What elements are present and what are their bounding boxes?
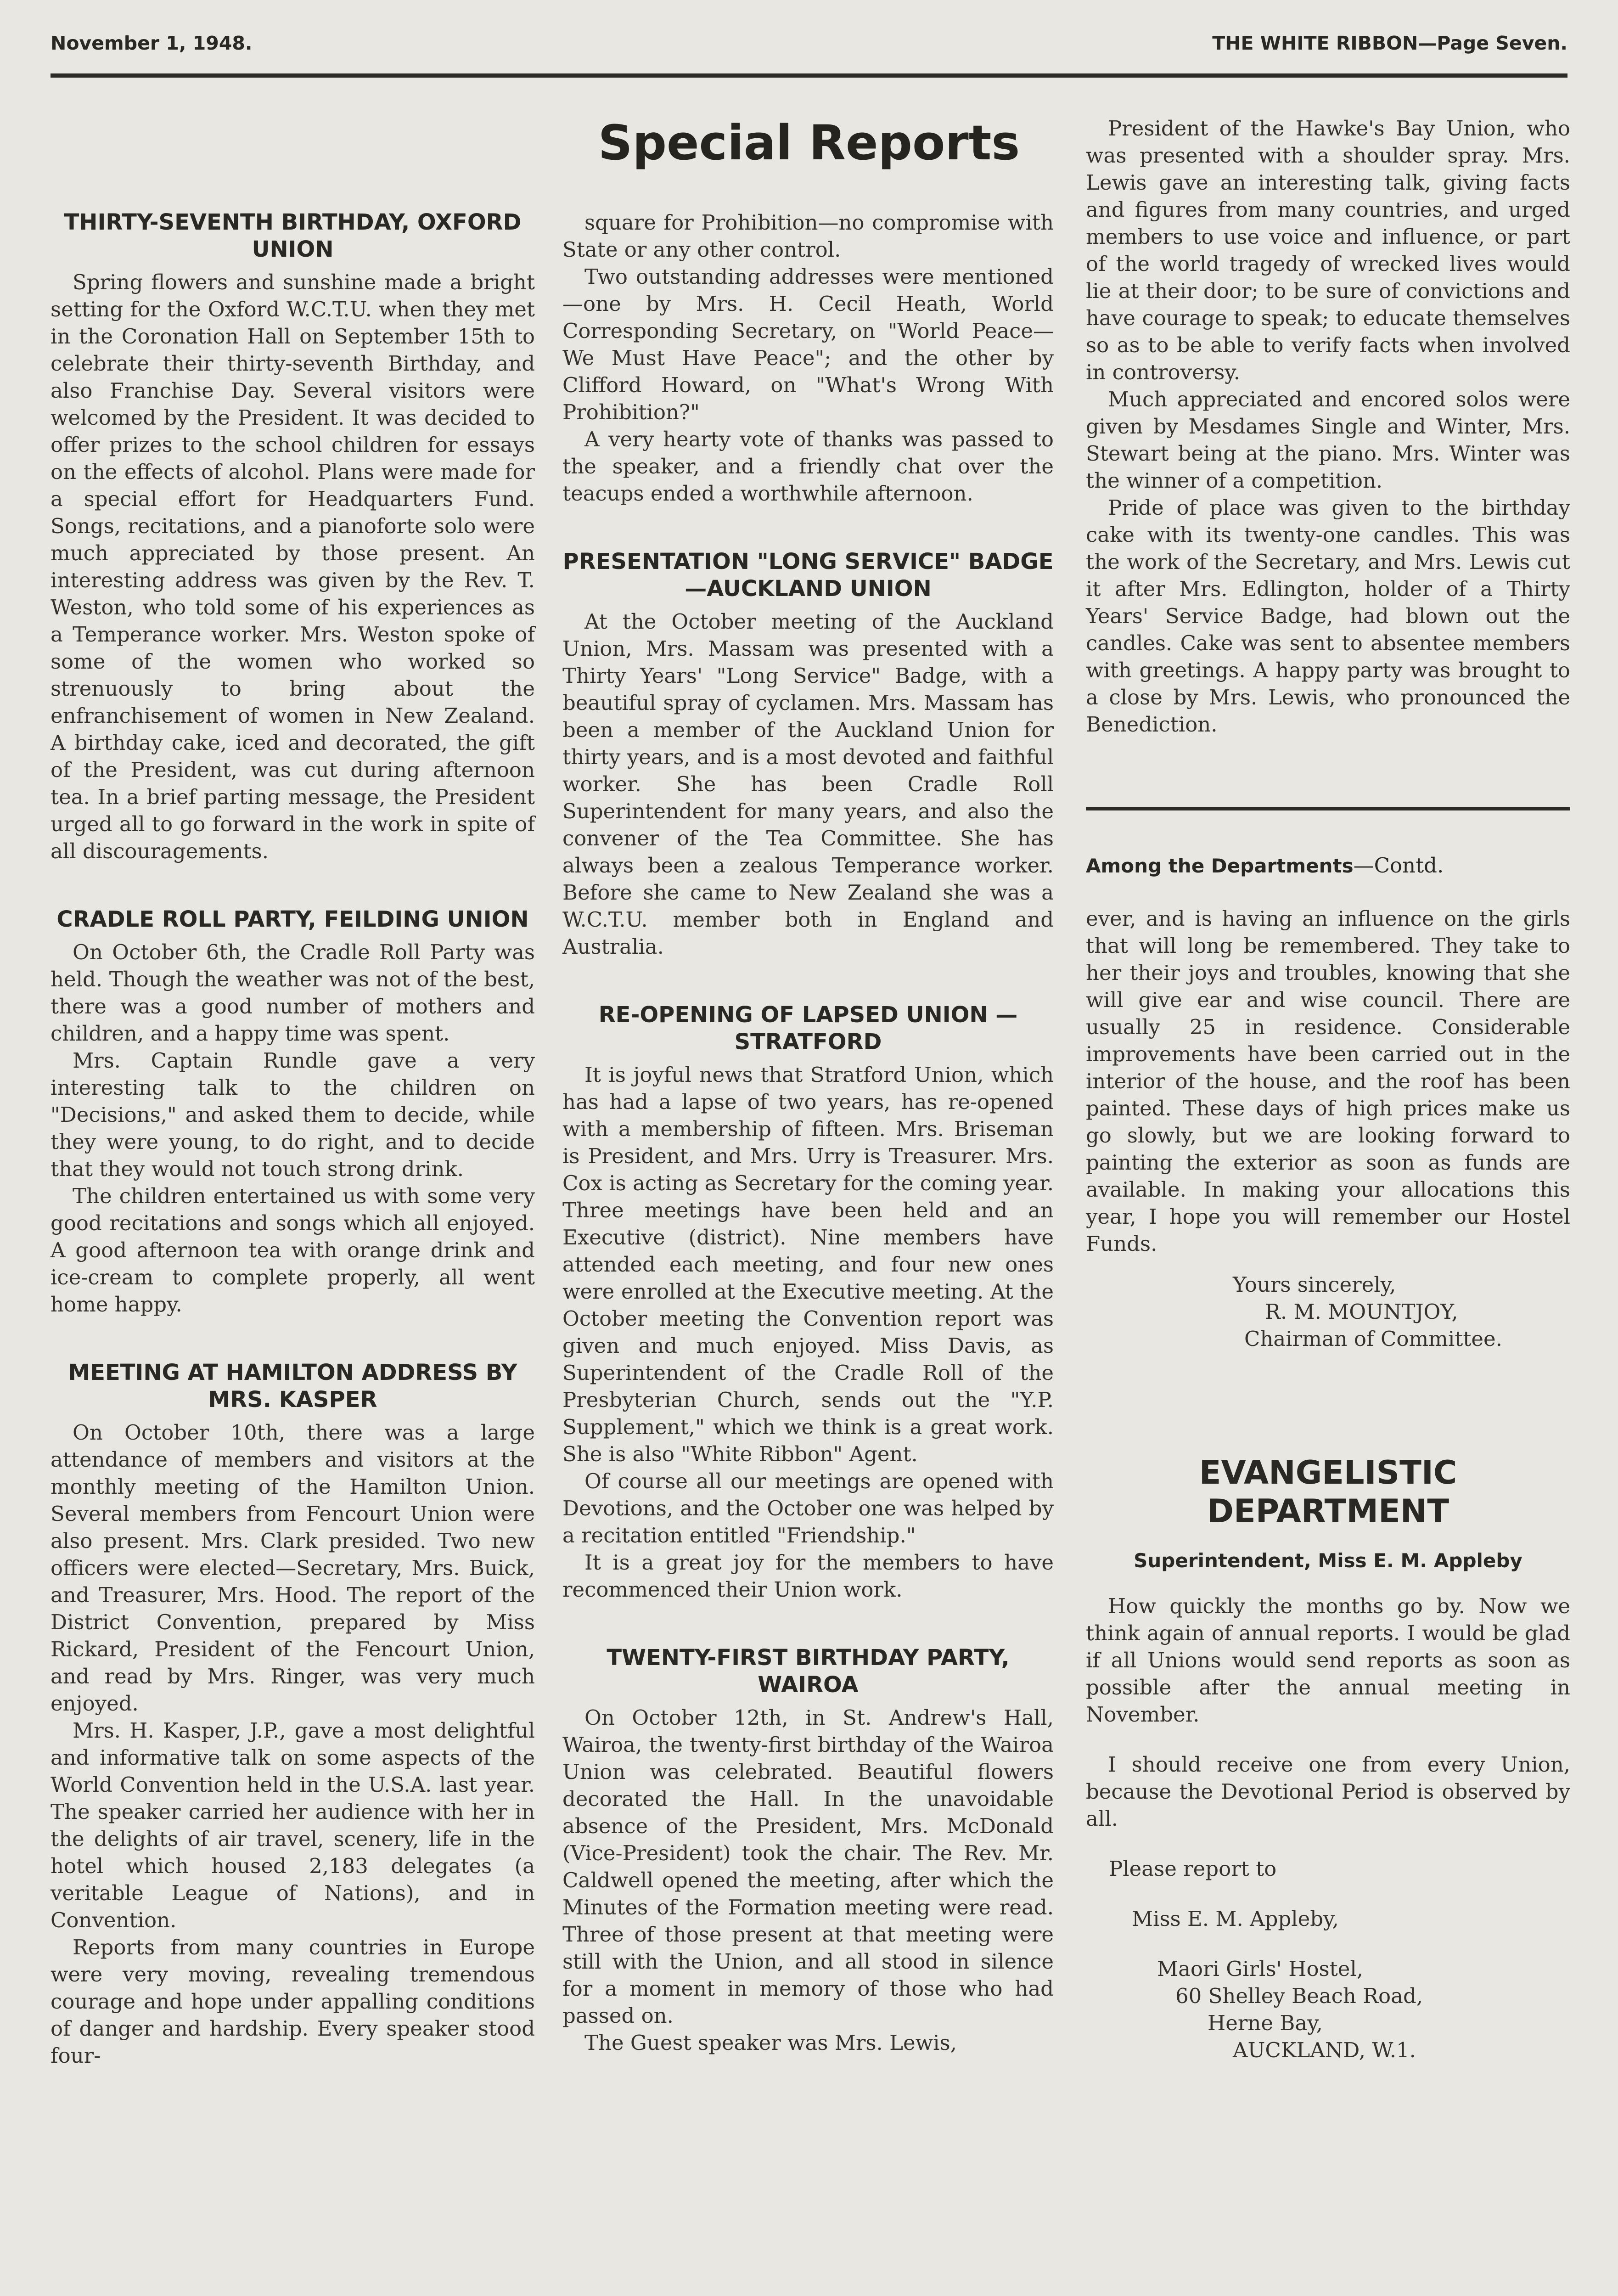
evangelistic-superintendent: Superintendent, Miss E. M. Appleby [1134,1549,1522,1572]
report-section [562,548,1054,960]
report-section [562,1002,1054,1603]
paragraph: On October 12th, in St. Andrew's Hall, Wairoa, the twenty-first birthday of the Wairoa Union was celebrated. Beautiful flowers decorated the Hall. In the unavoidable absence of the President, Mrs. McDonald (Vice-President) took the chair. The Rev. Mr. Caldwell opened the meeting, after which the Minutes of the Formation meeting were read. Three of those present at that meeting were still with the Union, and all stood in silence for a moment in memory of those who had passed on. [562,1705,1054,2028]
section-divider [1086,807,1570,810]
address-block [1086,1855,1570,2064]
evangelistic-heading: EVANGELISTIC DEPARTMENT [1199,1454,1457,1530]
address-line-4: AUCKLAND, W.1. [1233,2038,1416,2062]
page-header [51,28,1567,65]
report-section [51,1359,535,2069]
column-1 [51,209,535,2110]
section-heading: TWENTY-FIRST BIRTHDAY PARTY, WAIROA [607,1645,1010,1698]
paragraph: Of course all our meetings are opened with Devotions, and the October one was helped by a recitation entitled "Friendship." [562,1469,1054,1548]
address-line-2: 60 Shelley Beach Road, [1175,1984,1423,2008]
paragraph: Reports from many countries in Europe were very moving, revealing tremendous courage and hope under appalling conditions of danger and hardship. Every speaker stood four- [51,1935,535,2068]
signature-block [1086,1271,1570,1352]
paragraph: On October 6th, the Cradle Roll Party was held. Though the weather was not of the best, there was a good number of mothers and children, and a happy time was spent. [51,940,535,1046]
section-heading: RE-OPENING OF LAPSED UNION —STRATFORD [598,1002,1018,1055]
paragraph: At the October meeting of the Auckland Union, Mrs. Massam was presented with a Thirty Years' "Long Service" Badge, with a beautiful spray of cyclamen. Mrs. Massam has been a member of the Auckland Union for thirty years, and is a most devoted and faithful worker. She has been Cradle Roll Superintendent for many years, and also the convener of the Tea Committee. She has always been a zealous Temperance worker. Before she came to New Zealand she was a W.C.T.U. member both in England and Australia. [562,609,1054,959]
paragraph: On October 10th, there was a large attendance of members and visitors at the monthly meeting of the Hamilton Union. Several members from Fencourt Union were also present. Mrs. Clark presided. Two new officers were elected—Secretary, Mrs. Buick, and Treasurer, Mrs. Hood. The report of the District Convention, prepared by Miss Rickard, President of the Fencourt Union, and read by Mrs. Ringer, was very much enjoyed. [51,1420,535,1716]
paragraph: The Guest speaker was Mrs. Lewis, [584,2031,957,2055]
evangelistic-para-1: How quickly the months go by. Now we think again of annual reports. I would be glad if all Unions would send reports as soon as possible after the annual meeting in November. [1086,1594,1570,1727]
section-heading: CRADLE ROLL PARTY, FEILDING UNION [56,906,529,932]
continued-text [562,209,1054,507]
paragraph: The children entertained us with some very good recitations and songs which all enjoyed. A good afternoon tea with orange drink and ice-cream to complete properly, all went home happy. [51,1184,535,1317]
sign-off: Yours sincerely, [1233,1272,1396,1297]
issue-date: November 1, 1948. [51,32,253,54]
report-to: Please report to [1109,1857,1277,1881]
header-rule [51,73,1567,78]
paragraph: It is joyful news that Stratford Union, which has had a lapse of two years, has re-opened with a membership of fifteen. Mrs. Briseman is President, and Mrs. Urry is Treasurer. Mrs. Cox is acting as Secretary for the coming year. Three meetings have been held and an Executive (district). Nine members have attended each meeting, and four new ones were enrolled at the Executive meeting. At the October meeting the Convention report was given and much enjoyed. Miss Davis, as Superintendent of the Cradle Roll of the Presbyterian Church, sends out the "Y.P. Supplement," which we think is a great work. She is also "White Ribbon" Agent. [562,1063,1054,1466]
departments-label: Among the Departments—Contd. [1086,853,1444,878]
paragraph: square for Prohibition—no compromise with State or any other control. [562,210,1054,262]
section-heading: THIRTY-SEVENTH BIRTHDAY, OXFORD UNION [64,209,522,262]
paragraph: Mrs. H. Kasper, J.P., gave a most delightful and informative talk on some aspects of the World Convention held in the U.S.A. last year. The speaker carried her audience with her in the delights of air travel, scenery, life in the hotel which housed 2,183 delegates (a veritable League of Nations), and in Convention. [51,1718,535,1932]
address-line-1: Maori Girls' Hostel, [1157,1957,1364,1981]
signatory-title: Chairman of Committee. [1244,1327,1502,1351]
address-name: Miss E. M. Appleby, [1132,1907,1339,1931]
paragraph: Two outstanding addresses were mentioned—one by Mrs. H. Cecil Heath, World Corresponding Secretary, on "World Peace—We Must Have Peace"; and the other by Clifford Howard, on "What's Wrong With Prohibition?" [562,264,1054,424]
section-heading: MEETING AT HAMILTON ADDRESS BY MRS. KASPER [68,1360,517,1412]
section-heading: PRESENTATION "LONG SERVICE" BADGE—AUCKLAND UNION [562,549,1054,602]
signatory-name: R. M. MOUNTJOY, [1265,1300,1458,1324]
paragraph: Spring flowers and sunshine made a bright setting for the Oxford W.C.T.U. when they met in the Coronation Hall on September 15th to celebrate their thirty-seventh Birthday, and also Franchise Day. Several visitors were welcomed by the President. It was decided to offer prizes to the school children for essays on the effects of alcohol. Plans were made for a special effort for Headquarters Fund. Songs, recitations, and a pianoforte solo were much appreciated by those present. An interesting address was given by the Rev. T. Weston, who told some of his experiences as a Temperance worker. Mrs. Weston spoke of some of the women who worked so strenuously to bring about the enfranchisement of women in New Zealand. A birthday cake, iced and decorated, the gift of the President, was cut during afternoon tea. In a brief parting message, the President urged all to go forward in the work in spite of all discouragements. [51,270,535,863]
column-2 [562,209,1054,2098]
report-section [51,906,535,1318]
paragraph: Much appreciated and encored solos were given by Mesdames Single and Winter, Mrs. Stewart being at the piano. Mrs. Winter was the winner of a competition. [1086,387,1570,493]
report-section [562,1644,1054,2056]
report-section [51,209,535,865]
paragraph: Pride of place was given to the birthday cake with its twenty-one candles. This was the work of the Secretary, and Mrs. Lewis cut it after Mrs. Edlington, holder of a Thirty Years' Service Badge, had blown out the candles. Cake was sent to absentee members with greetings. A happy party was brought to a close by Mrs. Lewis, who pronounced the Benediction. [1086,495,1570,737]
page-title: Special Reports [598,115,1020,171]
evangelistic-para-2: I should receive one from every Union, because the Devotional Period is observed by all. [1086,1752,1570,1831]
paragraph: Mrs. Captain Rundle gave a very interesting talk to the children on "Decisions," and asked them to decide, while they were young, to do right, and to decide that they would not touch strong drink. [51,1048,535,1181]
paragraph: President of the Hawke's Bay Union, who was presented with a shoulder spray. Mrs. Lewis gave an interesting talk, giving facts and figures from many countries, and urged members to use voice and influence, or part of the world tragedy of wrecked lives would lie at their door; to be sure of convictions and have courage to speak; to educate themselves so as to be able to verify facts when involved in controversy. [1086,116,1570,384]
departments-text: ever, and is having an influence on the girls that will long be remembered. They take to her their joys and troubles, knowing that she will give ear and wise council. There are usually 25 in residence. Considerable improvements have been carried out in the interior of the house, and the roof has been painted. These days of high prices make us go slowly, but we are looking forward to painting the exterior as soon as funds are available. In making your allocations this year, I hope you will remember our Hostel Funds. [1086,906,1570,1256]
page-label: THE WHITE RIBBON—Page Seven. [1212,32,1567,54]
column-3 [1086,115,1570,2064]
continued-text [1086,115,1570,738]
paragraph: It is a great joy for the members to have recommenced their Union work. [562,1550,1054,1602]
paragraph: A very hearty vote of thanks was passed to the speaker, and a friendly chat over the teacups ended a worthwhile afternoon. [562,427,1054,506]
address-line-3: Herne Bay, [1208,2011,1323,2035]
